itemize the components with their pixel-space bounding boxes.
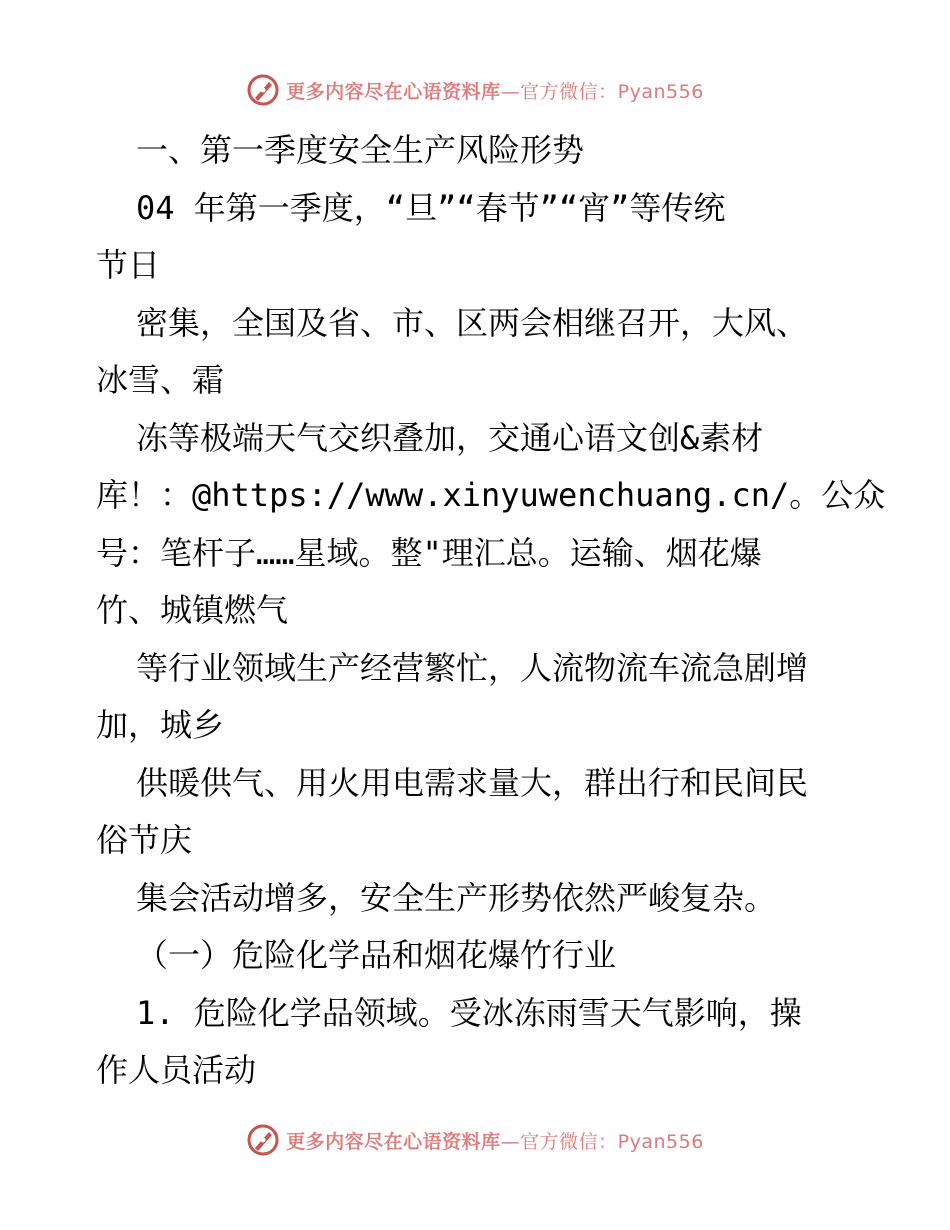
watermark-header: [0, 70, 950, 110]
text-line: 04 年第一季度，“旦”“春节”“宵”等传统: [136, 188, 726, 227]
text-line: 集会活动增多，安全生产形势依然严峻复杂。: [136, 878, 777, 917]
document-body: [96, 122, 886, 1100]
watermark-text: [286, 77, 704, 104]
text-line: 密集，全国及省、市、区两会相继召开，大风、: [136, 303, 809, 342]
watermark-suffix: 官方微信：Pyan556: [520, 1130, 704, 1153]
text-line: 等行业领域生产经营繁忙，人流物流车流急剧增: [136, 648, 809, 687]
text-line: 俗节庆: [96, 821, 193, 859]
text-line: 供暖供气、用火用电需求量大，群出行和民间民: [136, 763, 809, 802]
watermark-main: 更多内容尽在心语资料库: [286, 80, 501, 103]
text-line: 加，城乡: [96, 706, 225, 744]
text-line: 1. 危险化学品领域。受冰冻雨雪天气影响，操: [136, 993, 802, 1032]
watermark-footer: [0, 1120, 950, 1160]
watermark-dash: —: [500, 80, 521, 103]
text-line: 库！：@https://www.xinyuwenchuang.cn/。公众: [96, 476, 886, 514]
text-line: 作人员活动: [96, 1051, 257, 1089]
text-line: 一、第一季度安全生产风险形势: [136, 131, 585, 169]
watermark-text: [286, 1127, 704, 1154]
pen-logo-icon: [246, 1123, 280, 1157]
pen-logo-icon: [246, 73, 280, 107]
text-line: 节日: [96, 246, 161, 284]
watermark-main: 更多内容尽在心语资料库: [286, 1130, 501, 1153]
text-line: 冰雪、霜: [96, 361, 225, 399]
text-line: 冻等极端天气交织叠加，交通心语文创&素材: [136, 418, 764, 457]
text-line: 竹、城镇燃气: [96, 591, 289, 629]
watermark-suffix: 官方微信：Pyan556: [520, 80, 704, 103]
watermark-dash: —: [500, 1130, 521, 1153]
text-line: （一）危险化学品和烟花爆竹行业: [136, 936, 617, 974]
text-line: 号：笔杆子……星域。整"理汇总。运输、烟花爆: [96, 533, 762, 572]
